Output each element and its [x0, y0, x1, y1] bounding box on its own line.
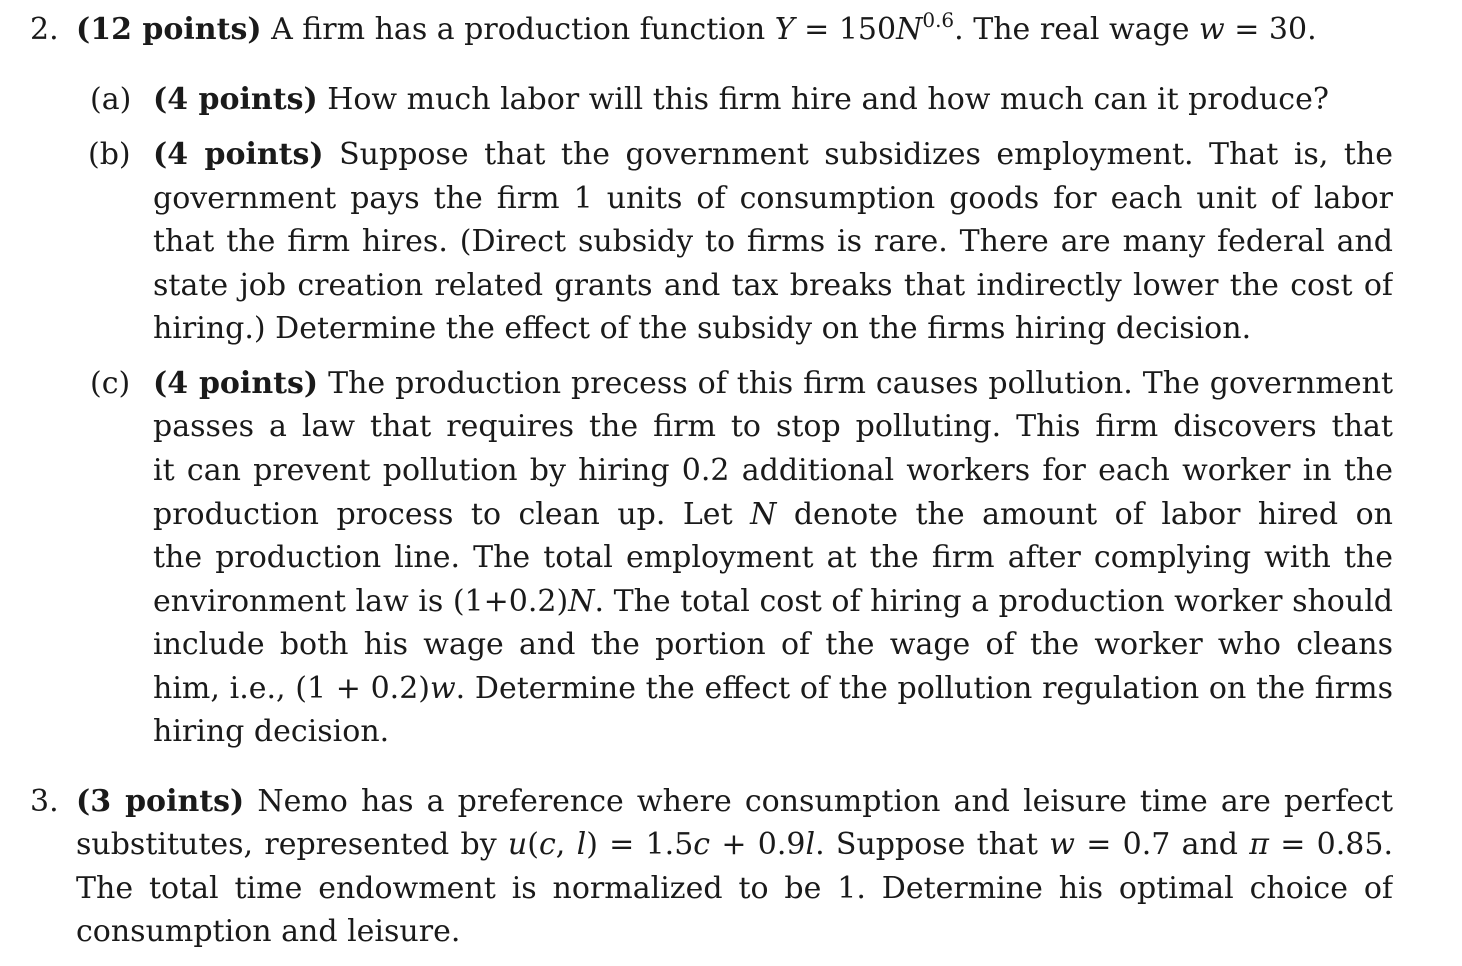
part-b-line-4: state job creation related grants and tax breaks that indirectly lower the cost of [153, 268, 1393, 303]
problem-number: 3. [30, 784, 59, 819]
part-b-line-2: government pays the firm 1 units of consumption goods for each unit of labor [153, 181, 1393, 216]
part-c-line-2: passes a law that requires the firm to stop polluting. This firm discovers that [153, 409, 1393, 444]
part-label: (a) [90, 82, 132, 117]
part-b-line-3: that the firm hires. (Direct subsidy to firms is rare. There are many federal and [153, 224, 1393, 259]
problem-2-stem: (12 points) A firm has a production function $Y = 150N^{0.6}$. The real wage w = 30. [76, 8, 1317, 47]
part-c-line-4: production process to clean up. Let N denote the amount of labor hired on [153, 497, 1393, 532]
part-a-text: (4 points) How much labor will this firm hire and how much can it produce? [153, 82, 1329, 117]
part-c-line-3: it can prevent pollution by hiring 0.2 additional workers for each worker in the [153, 453, 1393, 488]
part-c-line-6: environment law is (1+0.2)N. The total cost of hiring a production worker should [153, 584, 1393, 619]
part-c-line-1: (4 points) The production precess of this firm causes pollution. The government [153, 366, 1393, 401]
part-c-line-5: the production line. The total employment at the firm after complying with the [153, 540, 1393, 575]
part-c-line-7: include both his wage and the portion of the wage of the worker who cleans [153, 627, 1393, 662]
part-b-line-5: hiring.) Determine the effect of the subsidy on the firms hiring decision. [153, 311, 1252, 346]
part-c-line-8: him, i.e., (1 + 0.2)w. Determine the effect of the pollution regulation on the firms [153, 671, 1393, 706]
problem-3-line-1: (3 points) Nemo has a preference where consumption and leisure time are perfect [76, 784, 1393, 819]
part-label: (b) [88, 137, 131, 172]
part-b-line-1: (4 points) Suppose that the government subsidizes employment. That is, the [153, 137, 1393, 172]
part-points: (4 points) [153, 137, 324, 172]
problem-3-line-4: consumption and leisure. [76, 914, 461, 949]
problem-points: (12 points) [76, 12, 262, 47]
part-c-line-9: hiring decision. [153, 714, 390, 749]
problem-3-line-2: substitutes, represented by u(c, l) = 1.5c + 0.9l. Suppose that w = 0.7 and π = 0.85. [76, 827, 1393, 862]
part-points: (4 points) [153, 366, 319, 401]
part-label: (c) [90, 366, 131, 401]
part-points: (4 points) [153, 82, 318, 117]
problem-number: 2. [30, 12, 59, 47]
problem-points: (3 points) [76, 784, 245, 819]
problem-3-line-3: The total time endowment is normalized to be 1. Determine his optimal choice of [76, 871, 1393, 906]
